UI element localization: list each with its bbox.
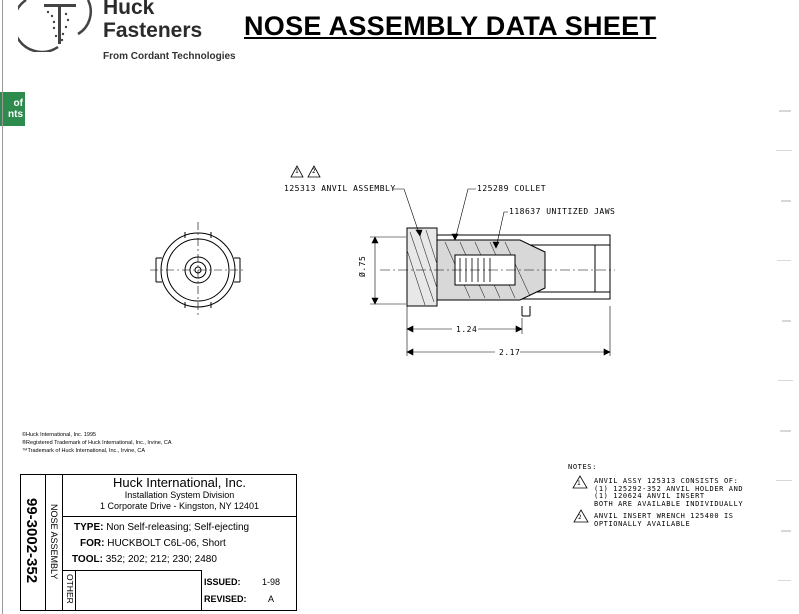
- note-2-text: ANVIL INSERT WRENCH 125400 IS OPTIONALLY AVAILABLE: [594, 512, 734, 528]
- end-view: [150, 222, 246, 318]
- title-block-divider: [62, 516, 297, 517]
- issued-label: ISSUED:: [204, 577, 241, 587]
- scan-left-edge: [2, 0, 3, 614]
- brand-line-2: Fasteners: [103, 19, 203, 42]
- for-label: FOR:: [80, 538, 105, 549]
- dim-diameter: Ø.75: [358, 255, 367, 277]
- tool-value: 352; 202; 212; 230; 2480: [105, 554, 217, 565]
- company-info: [62, 475, 297, 512]
- part-number-column: [20, 474, 46, 611]
- title-block-divider: [62, 570, 201, 571]
- brand-subtitle: From Cordant Technologies: [103, 51, 236, 62]
- huck-logo-icon: [18, 0, 102, 52]
- title-block-divider: [75, 570, 76, 611]
- copyright-line-2: ®Registered Trademark of Huck International, Inc., Irvine, CA: [22, 440, 172, 446]
- copyright-line-1: ©Huck International, Inc. 1995: [22, 432, 97, 438]
- type-value: Non Self-releasing; Self-ejecting: [106, 522, 250, 533]
- callout-collet: 125289 COLLET: [477, 184, 547, 193]
- revised-value: A: [268, 594, 275, 604]
- revised-row: [204, 594, 247, 604]
- note-1-mark: 1: [577, 480, 581, 487]
- note-2-mark: 2: [578, 514, 582, 521]
- brand-line-1: Huck: [103, 0, 155, 19]
- type-label: TYPE:: [74, 522, 104, 533]
- for-row: [80, 538, 226, 549]
- company-division: Installation System Division: [124, 490, 235, 500]
- copyright-line-3: ™Trademark of Huck International, Inc., Irvine, CA: [22, 448, 145, 454]
- tool-label: TOOL:: [72, 554, 103, 565]
- bookmark-tab-line-1: of: [13, 98, 23, 109]
- notes-header: NOTES:: [568, 463, 597, 471]
- category-label: NOSE ASSEMBLY: [49, 504, 59, 580]
- part-number: 99-3002-352: [23, 498, 40, 584]
- callout-anvil-assembly: 125313 ANVIL ASSEMBLY: [284, 184, 396, 193]
- for-value: HUCKBOLT C6L-06, Short: [107, 538, 226, 549]
- issued-row: [204, 577, 241, 587]
- rev-mark-1: 1: [295, 168, 300, 175]
- title-block-divider: [201, 570, 202, 611]
- scan-edge-noise: [773, 0, 799, 614]
- revised-label: REVISED:: [204, 594, 247, 604]
- bookmark-tab[interactable]: [0, 92, 25, 126]
- nose-assembly-drawing: [120, 150, 620, 365]
- issued-value: 1-98: [262, 577, 281, 587]
- category-column: [45, 474, 62, 611]
- brand-name: [103, 0, 202, 42]
- rev-mark-2: 2: [312, 168, 317, 175]
- tool-row: [72, 554, 217, 565]
- dim-inner-length: 1.24: [456, 325, 478, 334]
- dim-overall-length: 2.17: [499, 348, 521, 357]
- bookmark-tab-line-2: nts: [8, 109, 23, 120]
- page-title: NOSE ASSEMBLY DATA SHEET: [244, 11, 657, 41]
- note-1-text: ANVIL ASSY 125313 CONSISTS OF: (1) 125292-352 ANVIL HOLDER AND (1) 120624 ANVIL INSERT BOTH ARE AVAILABLE INDIVIDUALLY: [594, 477, 744, 508]
- callout-unitized-jaws: 118637 UNITIZED JAWS: [509, 207, 616, 216]
- other-label: OTHER: [65, 574, 75, 604]
- type-row: [74, 522, 249, 533]
- company-name: Huck International, Inc.: [113, 475, 246, 490]
- company-address: 1 Corporate Drive - Kingston, NY 12401: [100, 501, 259, 511]
